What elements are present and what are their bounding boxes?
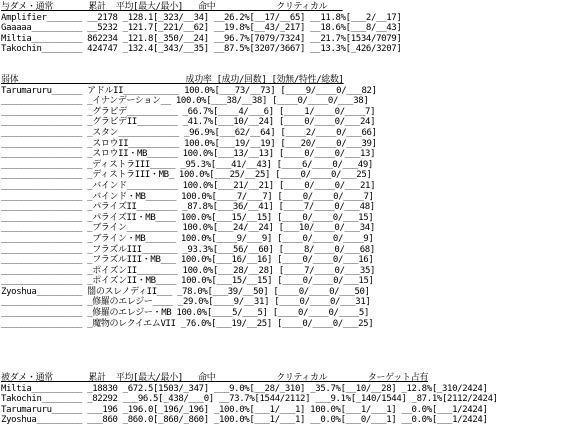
table-row: ________________ _フラズルIII_______ _93.3%[___56/__60] [____8/____0/___68] <box>1 244 375 255</box>
table-row: ________________ _魔物のレクイエムVII _76.0%[___19/__25] [____0/____0/___25] <box>1 318 374 329</box>
table-row: ________________ _イナンデーション__ 100.0%[___38/__38] [____0/____0/___38] <box>1 96 369 107</box>
table-row: ________________ _修羅のエレジー____ _29.0%[____9/__31] [____0/____0/___31] <box>1 297 371 308</box>
damage-taken-table <box>1 373 498 426</box>
table-row: ________________ _ブライン__________ 100.0%[___24/__24] [___10/____0/___34] <box>1 223 375 234</box>
table-row: Tarumaruru______ アドルII___________ 100.0%[___73/__73] [____9/____0/___82] <box>1 85 377 96</box>
table-row: ________________ _スロウII・MB______ 100.0%[___13/__13] [____0/____0/___13] <box>1 149 376 160</box>
table-row: ________________ _スロウII__________ 100.0%[___19/__19] [___20/____0/___39] <box>1 138 377 149</box>
table-row: ________________ _フラズルIII・MB___ 100.0%[___16/__16] [____0/____0/___16] <box>1 255 374 266</box>
table-row: ________________ _修羅のエレジー・MB 100.0%[____5/___5] [____0/____0/____5] <box>1 308 370 319</box>
damage-dealt-table <box>1 2 401 55</box>
table-row: ________________ _グラビデ__________ _66.7%[____4/___6] [____1/____0/____7] <box>1 106 376 117</box>
damage-dealt-header: 与ダメ・通常____ __累計 _平均[最大/最小] __命中_________ __クリティカル___ <box>1 2 343 12</box>
table-row: Takochin________ _82292 ___96.5[_438/___0] __73.7%[1544/2112] ___9.1%[_140/1544] _87.1%[2112/2424] <box>1 394 498 405</box>
damage-taken-header: 被ダメ・通常____ __累計 _平均[最大/最小] __命中_________ __クリティカル___ ____ターゲット占有 <box>1 373 428 383</box>
table-row: ________________ _ディストラIII・MB_ 100.0%[___25/__25] [____0/____0/___25] <box>1 170 372 181</box>
debuff-table <box>1 75 377 329</box>
table-row: ________________ _パライズII________ _87.8%[___36/__41] [____7/____0/___48] <box>1 202 375 213</box>
table-row: Miltia__________ _18830 _672.5[1503/_347] ___9.0%[__28/_310] _35.7%[__10/__28] _12.8%[_310/2424] <box>1 383 488 394</box>
table-row: Miltia__________ 862234 _121.8[_350/__24] __96.7%[7079/7324] __21.7%[1534/7079] <box>1 33 402 44</box>
table-row: ________________ _スタン____________ _96.9%[___62/__64] [____2/____0/___66] <box>1 127 377 138</box>
table-row: Amplifier_______ __2178 _128.1[_323/__34] __26.2%[__17/__65] __11.8%[___2/__17] <box>1 12 402 23</box>
table-row: ________________ _バインド・MB______ 100.0%[____7/___7] [____0/____0/____7] <box>1 191 374 202</box>
table-row: Tarumaruru______ ___196 _196.0[_196/_196] _100.0%[___1/___1] 100.0%[___1/___1] __0.0%[___1/2424] <box>1 404 488 415</box>
table-row: ________________ _バインド__________ 100.0%[___21/__21] [____0/____0/___21] <box>1 180 376 191</box>
table-row: Gaaaaa__________ __5232 _121.7[_221/__62] __19.8%[__43/_217] __18.6%[___8/__43] <box>1 23 402 34</box>
table-row: Zyoshua_________ ___860 _860.0[_860/_860] _100.0%[___1/___1] __0.0%[___0/___1] __0.0%[___1/2424] <box>1 415 488 426</box>
table-row: ________________ _ブライン・MB______ 100.0%[____9/___9] [____0/____0/____9] <box>1 233 374 244</box>
table-row: Takochin________ 424747 _132.4[_343/__35] __87.5%[3207/3667] __13.3%[_426/3207] <box>1 44 402 55</box>
table-row: ________________ _パライズII・MB____ 100.0%[___15/__15] [____0/____0/___15] <box>1 212 374 223</box>
table-row: Zyoshua_________ 闇のスレノディII___ _78.0%[___39/__50] [____0/____0/___50] <box>1 286 370 297</box>
table-row: ________________ _ディストラIII_____ _95.3%[___41/__43] [____6/____0/___49] <box>1 159 373 170</box>
table-row: ________________ _ポイズンII________ 100.0%[___28/__28] [____7/____0/___35] <box>1 265 376 276</box>
table-row: ________________ _グラビデII________ _41.7%[___10/__24] [____0/____0/___24] <box>1 117 376 128</box>
table-row: ________________ _ポイズンII・MB____ 100.0%[___15/__15] [____0/____0/___15] <box>1 276 374 287</box>
debuff-header: 弱体________________________________ 成功率 [成功/回数] [効無/特性/総数] <box>1 75 344 85</box>
